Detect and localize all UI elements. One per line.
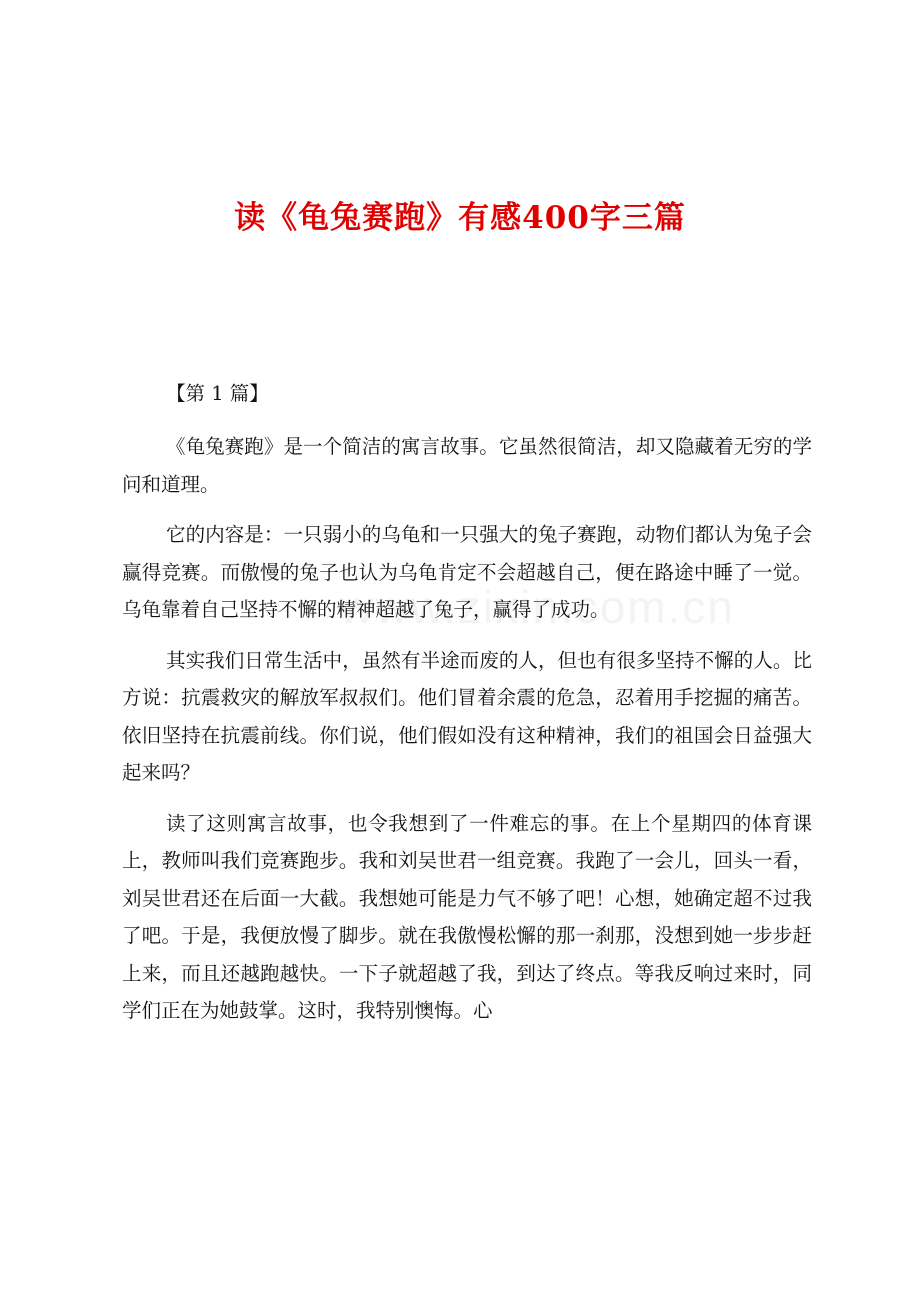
document-title: 读《龟兔赛跑》有感400字三篇	[234, 200, 686, 236]
paragraph-3: 其实我们日常生活中，虽然有半途而废的人，但也有很多坚持不懈的人。比方说：抗震救灾的解放军叔叔们。他们冒着余震的危急，忍着用手挖掘的痛苦。依旧坚持在抗震前线。你们说，他们假如没有这种精神，我们的祖国会日益强大起来吗？	[122, 648, 812, 784]
document-body	[122, 375, 812, 1043]
paragraph-4: 读了这则寓言故事，也令我想到了一件难忘的事。在上个星期四的体育课上，教师叫我们竞赛跑步。我和刘吴世君一组竞赛。我跑了一会儿，回头一看，刘吴世君还在后面一大截。我想她可能是力气不够了吧！心想，她确定超不过我了吧。于是，我便放慢了脚步。就在我傲慢松懈的那一刹那，没想到她一步步赶上来，而且还越跑越快。一下子就超越了我，到达了终点。等我反响过来时，同学们正在为她鼓掌。这时，我特别懊悔。心	[122, 811, 812, 1022]
section-label: 【第 1 篇】	[166, 382, 269, 405]
paragraph-1: 《龟兔赛跑》是一个简洁的寓言故事。它虽然很简洁，却又隐藏着无穷的学问和道理。	[122, 435, 812, 496]
paragraph-2: 它的内容是：一只弱小的乌龟和一只强大的兔子赛跑，动物们都认为兔子会赢得竞赛。而傲慢的兔子也认为乌龟肯定不会超越自己，便在路途中睡了一觉。乌龟靠着自己坚持不懈的精神超越了兔子，赢得了成功。	[122, 523, 812, 621]
